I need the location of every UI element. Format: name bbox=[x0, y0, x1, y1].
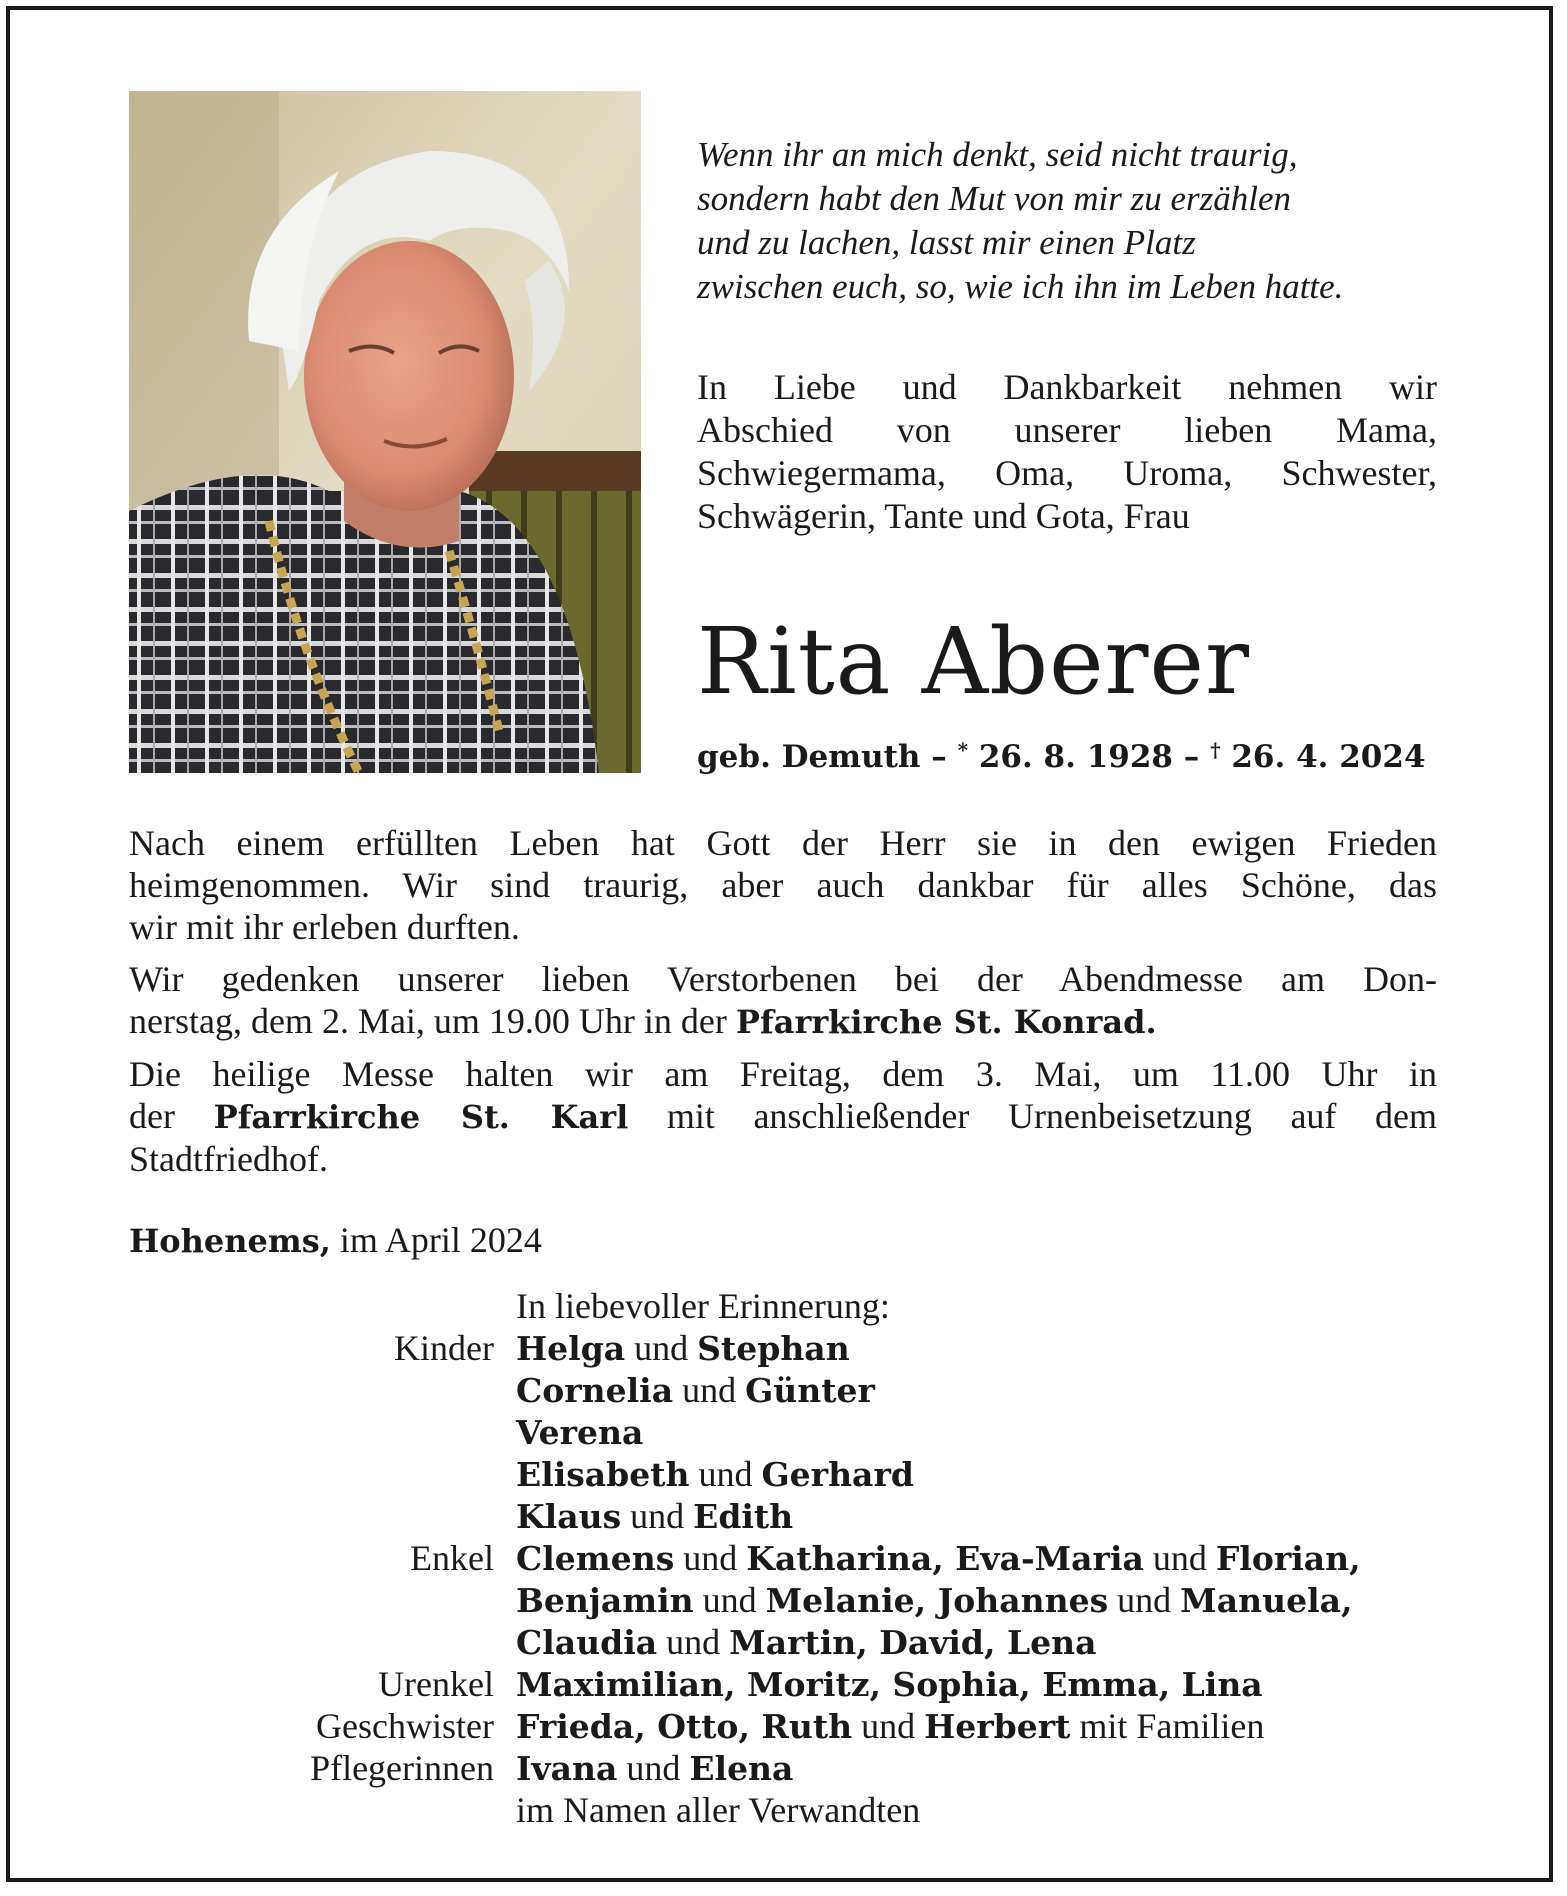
family-row bbox=[129, 1495, 1449, 1537]
person: Martin, David, Lena bbox=[729, 1623, 1097, 1662]
person: Günter bbox=[745, 1371, 875, 1410]
closing-line: im Namen aller Verwandten bbox=[516, 1790, 921, 1830]
text-fragment: mit anschließender Urnenbeisetzung auf dem bbox=[628, 1096, 1438, 1136]
person: Cornelia bbox=[516, 1371, 674, 1410]
text-fragment: nerstag, dem 2. Mai, um 19.00 Uhr in der bbox=[129, 1001, 736, 1041]
names bbox=[516, 1747, 793, 1789]
portrait-illustration bbox=[129, 91, 641, 773]
church-karl: Pfarrkirche St. Karl bbox=[213, 1098, 629, 1136]
person: Herbert bbox=[924, 1707, 1071, 1746]
conjunction: und bbox=[1143, 1538, 1216, 1578]
person: Helga bbox=[516, 1329, 626, 1368]
farewell-intro bbox=[697, 366, 1437, 538]
conjunction: und bbox=[625, 1328, 698, 1368]
announcement-body bbox=[129, 822, 1437, 1190]
person: Edith bbox=[693, 1497, 794, 1536]
conjunction: und bbox=[617, 1748, 690, 1788]
town: Hohenems, bbox=[129, 1222, 331, 1260]
person: Klaus bbox=[516, 1497, 622, 1536]
family-list bbox=[129, 1327, 1449, 1789]
names bbox=[516, 1327, 850, 1369]
paragraph-life bbox=[129, 822, 1437, 948]
person: Ivana bbox=[516, 1749, 618, 1788]
poem-line: zwischen euch, so, wie ich ihn im Leben hatte. bbox=[697, 267, 1344, 306]
person: Elena bbox=[689, 1749, 794, 1788]
memory-heading: In liebevoller Erinnerung: bbox=[516, 1286, 890, 1326]
text-line bbox=[129, 1095, 1437, 1138]
month-year: im April 2024 bbox=[330, 1220, 542, 1260]
conjunction: und bbox=[673, 1370, 746, 1410]
deceased-name: Rita Aberer bbox=[697, 608, 1250, 715]
text-line: Nach einem erfüllten Leben hat Gott der Herr sie in den ewigen Frieden bbox=[129, 823, 1437, 863]
person: Florian, bbox=[1215, 1539, 1361, 1578]
names bbox=[516, 1537, 1361, 1579]
role-pflegerinnen: Pflegerinnen bbox=[310, 1748, 494, 1788]
conjunction: und bbox=[657, 1622, 730, 1662]
place-date bbox=[129, 1218, 542, 1263]
person: Katharina, Eva-Maria bbox=[746, 1539, 1144, 1578]
family-row bbox=[129, 1453, 1449, 1495]
person: Gerhard bbox=[761, 1455, 914, 1494]
person: Maximilian, Moritz, Sophia, Emma, Lina bbox=[516, 1665, 1263, 1704]
names bbox=[516, 1705, 1264, 1747]
person: Verena bbox=[516, 1413, 644, 1452]
family-row bbox=[129, 1579, 1449, 1621]
role-geschwister: Geschwister bbox=[316, 1706, 494, 1746]
person: Clemens bbox=[516, 1539, 675, 1578]
role-empty bbox=[129, 1579, 516, 1621]
text-line: heimgenommen. Wir sind traurig, aber auch dankbar für alles Schöne, das bbox=[129, 865, 1437, 905]
names bbox=[516, 1369, 875, 1411]
person: Stephan bbox=[697, 1329, 850, 1368]
poem-line: sondern habt den Mut von mir zu erzählen bbox=[697, 179, 1291, 218]
family-row bbox=[129, 1663, 1449, 1705]
family-row bbox=[129, 1705, 1449, 1747]
role-kinder: Kinder bbox=[394, 1328, 494, 1368]
intro-line: Abschied von unserer lieben Mama, bbox=[697, 410, 1437, 450]
family-row bbox=[129, 1621, 1449, 1663]
text-line bbox=[129, 1000, 1437, 1043]
separator: – bbox=[920, 739, 958, 775]
role-empty bbox=[129, 1453, 516, 1495]
names bbox=[516, 1453, 914, 1495]
text-fragment: mit Familien bbox=[1070, 1706, 1265, 1746]
death-date: 26. 4. 2024 bbox=[1231, 739, 1426, 775]
family-row bbox=[129, 1369, 1449, 1411]
text-fragment: der bbox=[129, 1096, 214, 1136]
conjunction: und bbox=[693, 1580, 766, 1620]
text-line: Wir gedenken unserer lieben Verstorbenen bei der Abendmesse am Don- bbox=[129, 959, 1437, 999]
person: Melanie, Johannes bbox=[765, 1581, 1109, 1620]
death-symbol: † bbox=[1210, 738, 1221, 762]
family-row bbox=[129, 1537, 1449, 1579]
text-line: Stadtfriedhof. bbox=[129, 1139, 328, 1179]
poem-line: und zu lachen, lasst mir einen Platz bbox=[697, 223, 1196, 262]
conjunction: und bbox=[689, 1454, 762, 1494]
person: Claudia bbox=[516, 1623, 658, 1662]
birth-date: 26. 8. 1928 bbox=[978, 739, 1173, 775]
family-row bbox=[129, 1327, 1449, 1369]
conjunction: und bbox=[852, 1706, 925, 1746]
person: Elisabeth bbox=[516, 1455, 690, 1494]
role-urenkel: Urenkel bbox=[378, 1664, 494, 1704]
family-row bbox=[129, 1747, 1449, 1789]
person: Frieda, Otto, Ruth bbox=[516, 1707, 853, 1746]
birth-name: geb. Demuth bbox=[697, 739, 921, 775]
intro-line: Schwägerin, Tante und Gota, Frau bbox=[697, 496, 1190, 536]
role-enkel: Enkel bbox=[410, 1538, 494, 1578]
role-empty bbox=[129, 1411, 516, 1453]
memorial-poem bbox=[697, 133, 1437, 309]
role-empty bbox=[129, 1495, 516, 1537]
intro-line: Schwiegermama, Oma, Uroma, Schwester, bbox=[697, 453, 1437, 493]
person: Benjamin bbox=[516, 1581, 694, 1620]
names bbox=[516, 1495, 793, 1537]
names bbox=[516, 1621, 1097, 1663]
family-row bbox=[129, 1411, 1449, 1453]
intro-line: In Liebe und Dankbarkeit nehmen wir bbox=[697, 367, 1437, 407]
role-empty bbox=[129, 1369, 516, 1411]
life-dates bbox=[697, 728, 1442, 779]
text-line: wir mit ihr erleben durften. bbox=[129, 907, 520, 947]
paragraph-funeral-mass bbox=[129, 1053, 1437, 1180]
conjunction: und bbox=[1108, 1580, 1181, 1620]
birth-symbol: * bbox=[957, 738, 969, 762]
person: Manuela, bbox=[1180, 1581, 1353, 1620]
names bbox=[516, 1579, 1352, 1621]
poem-line: Wenn ihr an mich denkt, seid nicht traurig, bbox=[697, 135, 1298, 174]
paragraph-evening-mass bbox=[129, 958, 1437, 1043]
conjunction: und bbox=[621, 1496, 694, 1536]
names bbox=[516, 1663, 1263, 1705]
portrait-photo bbox=[129, 91, 641, 773]
role-empty bbox=[129, 1621, 516, 1663]
church-konrad: Pfarrkirche St. Konrad. bbox=[735, 1003, 1157, 1041]
conjunction: und bbox=[674, 1538, 747, 1578]
names bbox=[516, 1411, 643, 1453]
text-line: Die heilige Messe halten wir am Freitag, dem 3. Mai, um 11.00 Uhr in bbox=[129, 1054, 1437, 1094]
separator: – bbox=[1173, 739, 1211, 775]
